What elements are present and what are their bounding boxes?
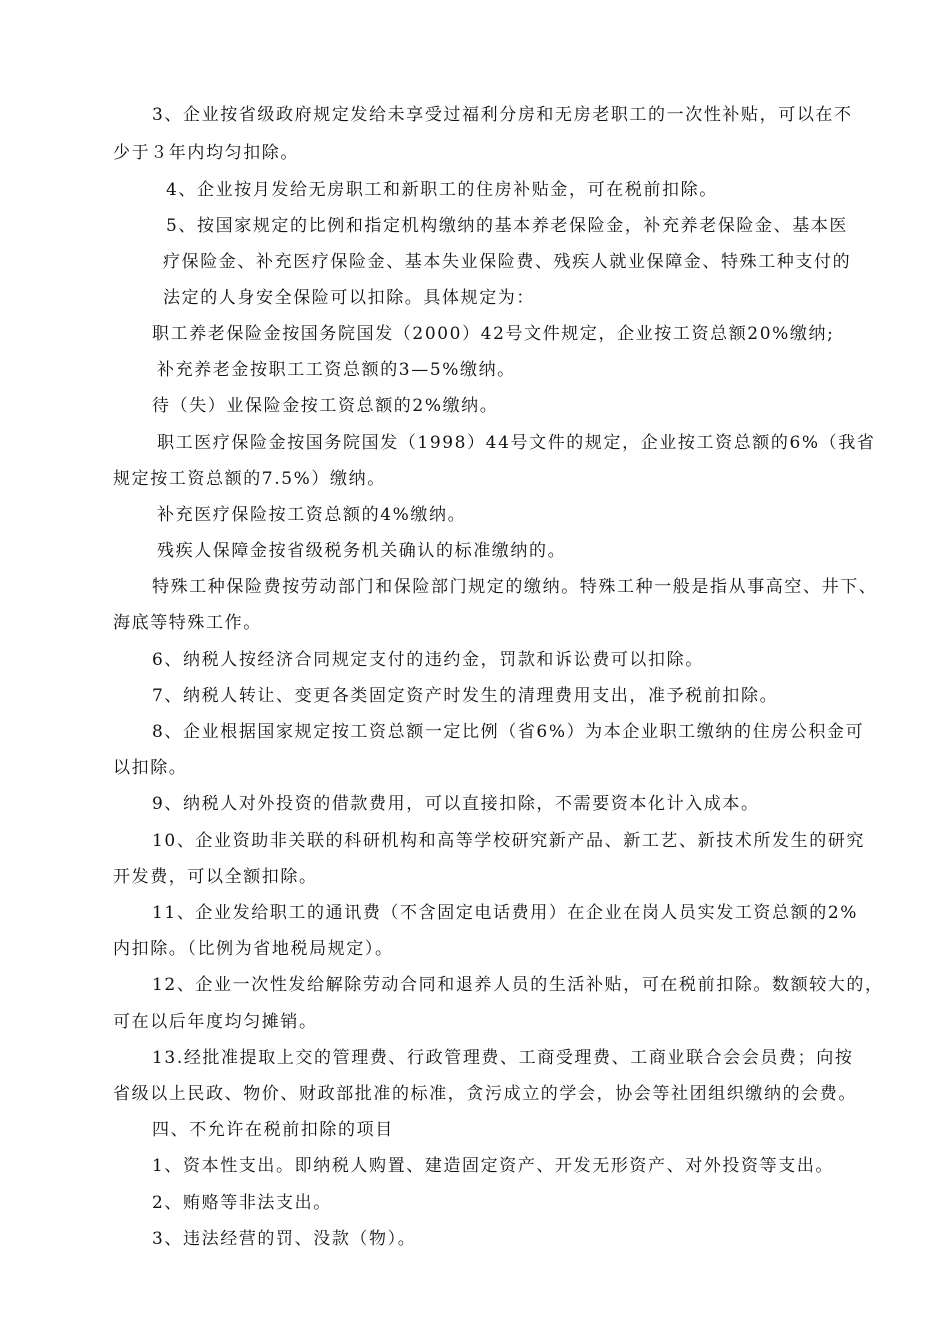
text-line: 补充养老金按职工工资总额的3—5%缴纳。 (157, 360, 516, 380)
text-line: 1、资本性支出。即纳税人购置、建造固定资产、开发无形资产、对外投资等支出。 (152, 1156, 835, 1176)
text-line: 职工养老保险金按国务院国发（2000）42号文件规定，企业按工资总额20%缴纳; (152, 324, 835, 344)
text-line: 少于３年内均匀扣除。 (113, 143, 299, 163)
text-line: 疗保险金、补充医疗保险金、基本失业保险费、残疾人就业保障金、特殊工种支付的 (163, 252, 852, 272)
text-line: 9、纳税人对外投资的借款费用，可以直接扣除，不需要资本化计入成本。 (152, 794, 760, 814)
text-line: 11、企业发给职工的通讯费（不含固定电话费用）在企业在岗人员实发工资总额的2% (152, 903, 858, 923)
text-line: 特殊工种保险费按劳动部门和保险部门规定的缴纳。特殊工种一般是指从事高空、井下、 (152, 577, 878, 597)
text-line: 7、纳税人转让、变更各类固定资产时发生的清理费用支出，准予税前扣除。 (152, 686, 779, 706)
text-line: 6、纳税人按经济合同规定支付的违约金，罚款和诉讼费可以扣除。 (152, 650, 704, 670)
text-line: 开发费，可以全额扣除。 (113, 867, 318, 887)
text-line: 补充医疗保险按工资总额的4%缴纳。 (157, 505, 467, 525)
text-line: 待（失）业保险金按工资总额的2%缴纳。 (152, 396, 499, 416)
text-line: 残疾人保障金按省级税务机关确认的标准缴纳的。 (157, 541, 567, 561)
text-line: 职工医疗保险金按国务院国发（1998）44号文件的规定，企业按工资总额的6%（我省 (157, 433, 876, 453)
text-line: 内扣除。（比例为省地税局规定）。 (113, 939, 394, 959)
text-line: 10、企业资助非关联的科研机构和高等学校研究新产品、新工艺、新技术所发生的研究 (152, 831, 866, 851)
text-line: 3、企业按省级政府规定发给未享受过福利分房和无房老职工的一次性补贴，可以在不 (152, 105, 853, 125)
text-line: 以扣除。 (113, 758, 188, 778)
text-line: 12、企业一次性发给解除劳动合同和退养人员的生活补贴，可在税前扣除。数额较大的， (152, 975, 884, 995)
text-line: 海底等特殊工作。 (113, 613, 262, 633)
text-line: 3、违法经营的罚、没款（物）。 (152, 1229, 417, 1249)
text-line: 4、企业按月发给无房职工和新职工的住房补贴金，可在税前扣除。 (166, 180, 718, 200)
text-line: 规定按工资总额的7.5%）缴纳。 (113, 469, 386, 489)
text-line: 省级以上民政、物价、财政部批准的标准，贪污成立的学会，协会等社团组织缴纳的会费。 (113, 1084, 857, 1104)
text-line: 法定的人身安全保险可以扣除。具体规定为： (163, 288, 535, 308)
text-line: 可在以后年度均匀摊销。 (113, 1012, 318, 1032)
text-line: 13.经批准提取上交的管理费、行政管理费、工商受理费、工商业联合会会员费；向按 (152, 1048, 854, 1068)
text-line: 8、企业根据国家规定按工资总额一定比例（省6%）为本企业职工缴纳的住房公积金可 (152, 722, 865, 742)
text-line: 2、贿赂等非法支出。 (152, 1193, 332, 1213)
section-heading: 四、不允许在税前扣除的项目 (152, 1120, 394, 1140)
text-line: 5、按国家规定的比例和指定机构缴纳的基本养老保险金，补充养老保险金、基本医 (166, 216, 849, 236)
